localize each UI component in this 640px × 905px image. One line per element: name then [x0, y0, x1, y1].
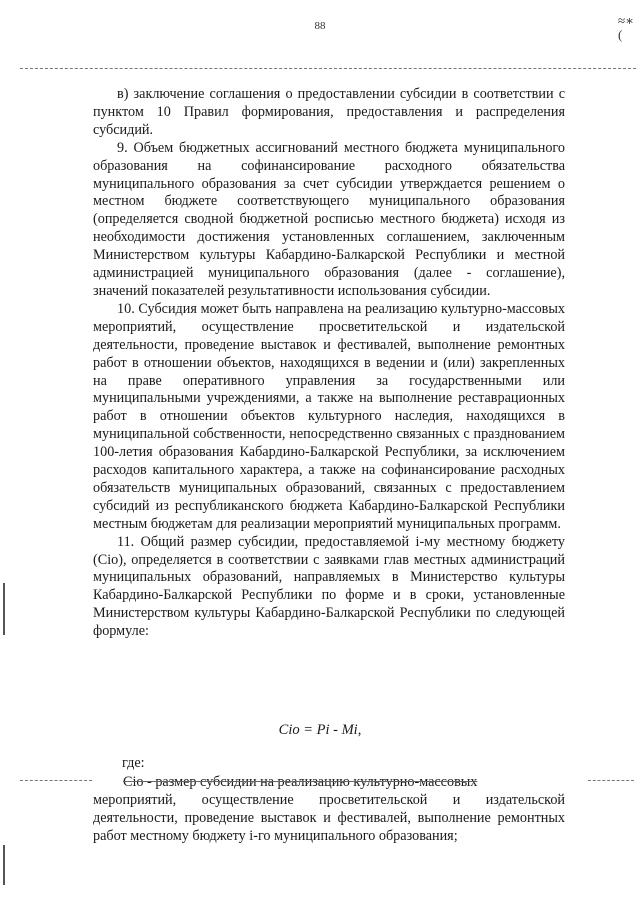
definition-block — [93, 774, 565, 846]
header-rule — [20, 68, 636, 69]
paragraph-10: 10. Субсидия может быть направлена на реализацию культурно-массовых мероприятий, осуществление просветительской и издательской деятельности, проведение выставок и фестивалей, выполнение ремонтных работ в отношении объектов, находящихся в ведении и (или) закрепленных на праве оперативного управления за государственными или муниципальными учреждениями, а также на выполнение реставрационных работ в отношении объектов культурного наследия, находящихся в муниципальной собственности, непосредственно связанных с празднованием 100-летия образования Кабардино-Балкарской Республики, за исключением расходов капитального характера, а также на софинансирование расходных обязательств муниципальных образований, связанных с предоставлением субсидий из республиканского бюджета Кабардино-Балкарской Республики местным бюджетам для реализации мероприятий муниципальных программ. — [93, 300, 565, 532]
scan-corner-mark: ≈∗ ( — [618, 13, 634, 42]
page-number: 88 — [314, 20, 326, 32]
paragraph-11: 11. Общий размер субсидии, предоставляемой i-му местному бюджету (Ciо), определяется в соответствии с заявками глав местных администраций муниципальных образований, направляемых в Министерство культуры Кабардино-Балкарской Республики по форме и в сроки, установленные Министерством культуры Кабардино-Балкарской Республики по следующей формуле: — [93, 533, 565, 640]
margin-bar-left — [3, 583, 5, 635]
paragraph-subitem-v: в) заключение соглашения о предоставлении субсидии в соответствии с пунктом 10 Правил формирования, предоставления и распределения субсидий. — [93, 86, 565, 138]
definition-continuation: мероприятий, осуществление просветительской и издательской деятельности, проведение выставок и фестивалей, выполнение ремонтных работ местному бюджету i-го муниципального образования; — [93, 791, 565, 844]
paragraph-9: 9. Объем бюджетных ассигнований местного бюджета муниципального образования на софинансирование расходного обязательства муниципального образования за счет субсидии утверждается решением о местном бюджете соответствующего муниципального образования (определяется сводной бюджетной росписью местного бюджета) исходя из необходимости достижения установленных соглашением, заключенным Министерством культуры Кабардино-Балкарской Республики и местной администрацией муниципального образования (далее - соглашение), значений показателей результативности использования субсидии. — [93, 139, 565, 299]
document-body — [93, 86, 565, 641]
formula: Ciо = Pi - Mi, — [278, 722, 362, 738]
edge-rule-left — [20, 780, 92, 781]
definition-first-line: Ciо - размер субсидии на реализацию культурно-массовых — [123, 774, 478, 790]
margin-bar-left-lower — [3, 845, 5, 885]
edge-rule-right — [588, 780, 634, 781]
where-label: где: — [122, 755, 145, 771]
